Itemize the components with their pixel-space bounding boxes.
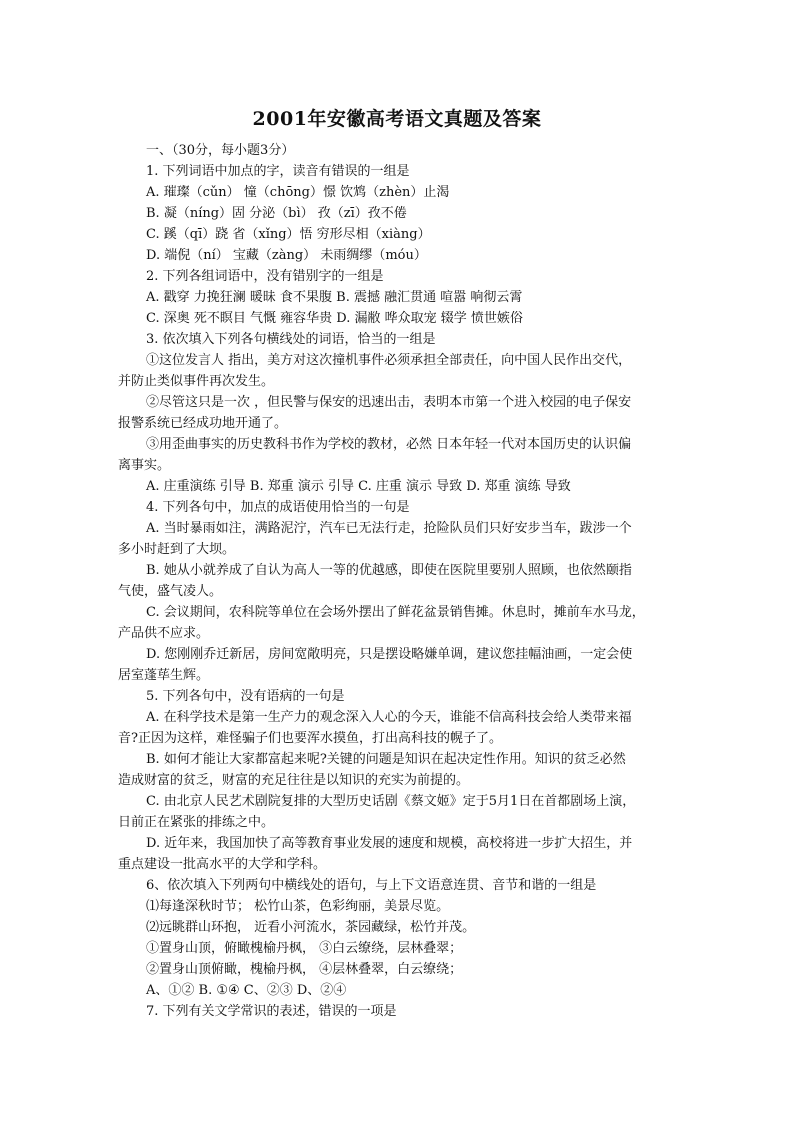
text-line: 7. 下列有关文学常识的表述，错误的一项是 [146,1004,397,1019]
text-line: 一、（30分，每小题3分） [146,143,295,158]
text-line: B. 如何才能让大家都富起来呢?关键的问题是知识在起决定性作用。知识的贫乏必然 [146,752,626,767]
text-line: 并防止类似事件再次发生。 [118,374,275,389]
text-line: 多小时赶到了大坝。 [118,542,236,557]
text-line: ①置身山顶，俯瞰槐榆丹枫， ③白云缭绕，层林叠翠； [146,941,463,956]
text-line: A. 璀璨（cǔn） 憧（chōng）憬 饮鸩（zhèn）止渴 [146,185,450,200]
text-line: D. 您刚刚乔迁新居，房间宽敞明亮，只是摆设略嫌单调，建议您挂幅油画，一定会使 [146,647,633,662]
text-line: C. 深奥 死不瞑目 气慨 雍容华贵 D. 漏敝 哗众取宠 辍学 愤世嫉俗 [146,311,523,326]
text-line: C. 会议期间，农科院等单位在会场外摆出了鲜花盆景销售摊。休息时，摊前车水马龙， [146,605,645,620]
text-line: 2. 下列各组词语中，没有错别字的一组是 [146,269,384,284]
text-line: 4. 下列各句中，加点的成语使用恰当的一句是 [146,500,410,515]
text-line: ⑴每逢深秋时节； 松竹山茶，色彩绚丽，美景尽览。 [146,899,450,914]
text-line: B. 她从小就养成了自认为高人一等的优越感，即使在医院里要别人照顾，也依然颐指 [146,563,632,578]
text-line: ②尽管这只是一次 ，但民警与保安的迅速出击，表明本市第一个进入校园的电子保安 [146,395,632,410]
text-line: 6、依次填入下列两句中横线处的语句，与上下文语意连贯、音节和谐的一组是 [146,878,597,893]
text-line: C. 由北京人民艺术剧院复排的大型历史话剧《蔡文姬》定于5月1日在首都剧场上演， [146,794,636,809]
text-line: D. 端倪（ní） 宝藏（zàng） 未雨绸缪（móu） [146,248,427,263]
text-line: 气使，盛气凌人。 [118,584,223,599]
text-line: 产品供不应求。 [118,626,210,641]
text-line: ⑵远眺群山环抱， 近看小河流水，茶园藏绿，松竹并茂。 [146,920,476,935]
text-line: A. 在科学技术是第一生产力的观念深入人心的今天，谁能不信高科技会给人类带来福 [146,710,632,725]
text-line: A. 庄重演练 引导 B. 郑重 演示 引导 C. 庄重 演示 导致 D. 郑重 演练 导致 [146,479,571,494]
text-line: 日前正在紧张的排练之中。 [118,815,275,830]
text-line: B. 凝（níng）固 分泌（bì） 孜（zī）孜不倦 [146,206,407,221]
exam-content [118,140,690,1022]
text-line: 造成财富的贫乏，财富的充足往往是以知识的充实为前提的。 [118,773,470,788]
text-line: 重点建设一批高水平的大学和学科。 [118,857,327,872]
text-line: ③用歪曲事实的历史教科书作为学校的教材，必然 日本年轻一代对本国历史的认识偏 [146,437,632,452]
text-line: A. 当时暴雨如注，满路泥泞，汽车已无法行走，抢险队员们只好安步当车，跋涉一个 [146,521,632,536]
text-line: ②置身山顶俯瞰，槐榆丹枫， ④层林叠翠，白云缭绕； [146,962,463,977]
text-line: 报警系统已经成功地开通了。 [118,416,288,431]
text-line: 5. 下列各句中，没有语病的一句是 [146,689,345,704]
text-line: 离事实。 [118,458,171,473]
text-line: 音?正因为这样，难怪骗子们也要浑水摸鱼，打出高科技的幌子了。 [118,731,502,746]
document-title: 2001年安徽高考语文真题及答案 [252,108,542,130]
text-line: 1. 下列词语中加点的字，读音有错误的一组是 [146,164,410,179]
text-line: A. 戳穿 力挽狂澜 暖昧 食不果腹 B. 震撼 融汇贯通 喧嚣 响彻云霄 [146,290,523,305]
text-line: C. 蹊（qī）跷 省（xǐng）悟 穷形尽相（xiàng） [146,227,431,242]
text-line: D. 近年来，我国加快了高等教育事业发展的速度和规模，高校将进一步扩大招生，并 [146,836,633,851]
text-line: A、①② B. ①④ C、②③ D、②④ [146,983,347,998]
text-line: 3. 依次填入下列各句横线处的词语，恰当的一组是 [146,332,436,347]
text-line: ①这位发言人 指出，美方对这次撞机事件必须承担全部责任，向中国人民作出交代， [146,353,632,368]
text-line: 居室蓬荜生辉。 [118,668,210,683]
